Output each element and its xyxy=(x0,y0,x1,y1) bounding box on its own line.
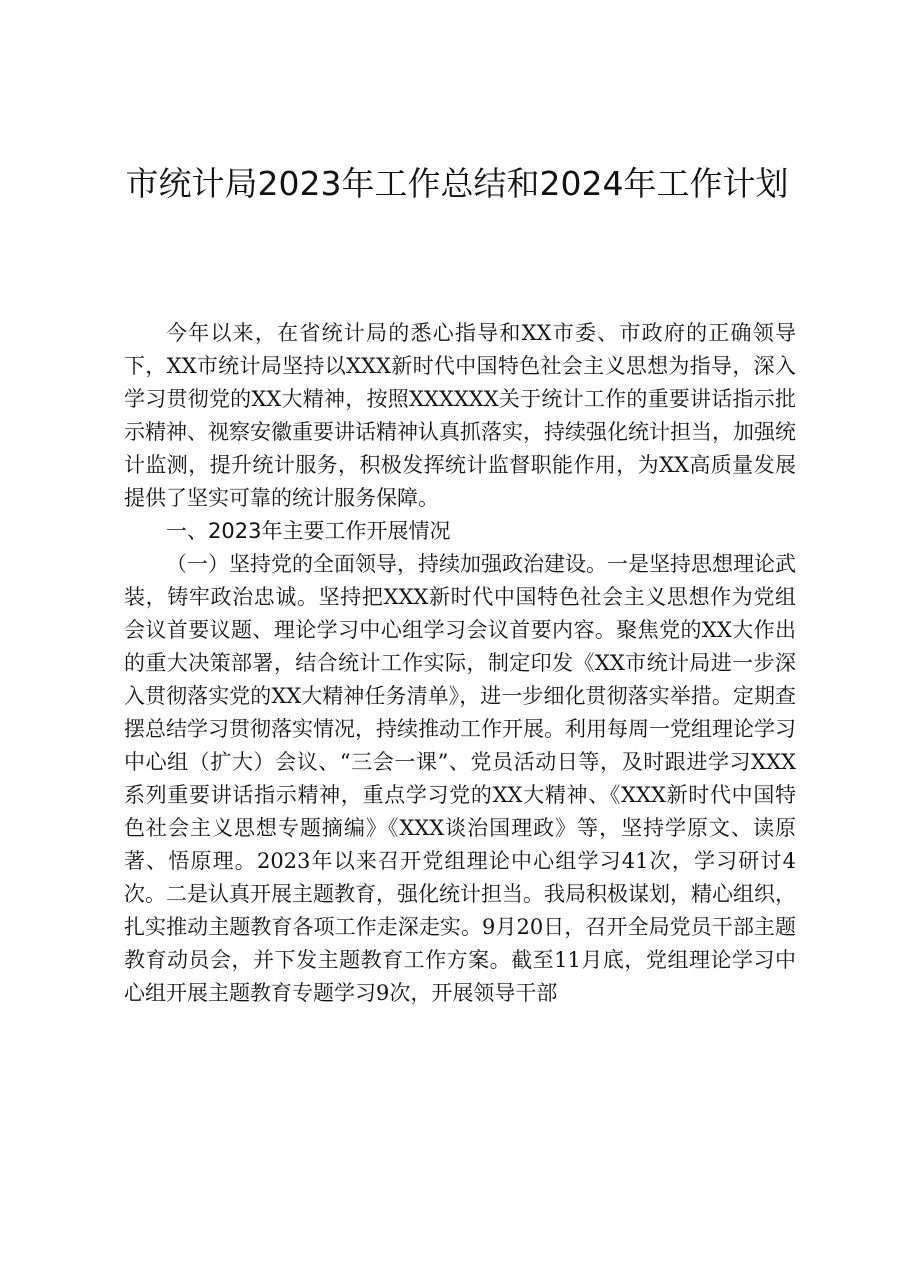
document-title: 市统计局2023年工作总结和2024年工作计划 xyxy=(125,164,789,203)
subsection-paragraph xyxy=(124,548,796,1010)
document-body xyxy=(124,317,796,1010)
subsection-heading: （一）坚持党的全面领导，持续加强政治建设。 xyxy=(166,552,607,576)
intro-paragraph: 今年以来，在省统计局的悉心指导和XX市委、市政府的正确领导下，XX市统计局坚持以XXX新时代中国特色社会主义思想为指导，深入学习贯彻党的XX大精神，按照XXXXXX关于统计工作的重要讲话指示批示精神、视察安徽重要讲话精神认真抓落实，持续强化统计担当，加强统计监测，提升统计服务，积极发挥统计监督职能作用，为XX高质量发展提供了坚实可靠的统计服务保障。 xyxy=(124,321,796,510)
section-heading: 一、2023年主要工作开展情况 xyxy=(166,519,451,543)
subsection-body: 一是坚持思想理论武装，铸牢政治忠诚。坚持把XXX新时代中国特色社会主义思想作为党组会议首要议题、理论学习中心组学习会议首要内容。聚焦党的XX大作出的重大决策部署，结合统计工作实际，制定印发《XX市统计局进一步深入贯彻落实党的XX大精神任务清单》，进一步细化贯彻落实举措。定期查摆总结学习贯彻落实情况，持续推动工作开展。利用每周一党组理论学习中心组（扩大）会议、“三会一课”、党员活动日等，及时跟进学习XXX系列重要讲话指示精神，重点学习党的XX大精神、《XXX新时代中国特色社会主义思想专题摘编》《XXX谈治国理政》等，坚持学原文、读原著、悟原理。2023年以来召开党组理论中心组学习41次，学习研讨4次。二是认真开展主题教育，强化统计担当。我局积极谋划，精心组织，扎实推动主题教育各项工作走深走实。9月20日，召开全局党员干部主题教育动员会，并下发主题教育工作方案。截至11月底，党组理论学习中心组开展主题教育专题学习9次，开展领导干部 xyxy=(124,552,796,1005)
